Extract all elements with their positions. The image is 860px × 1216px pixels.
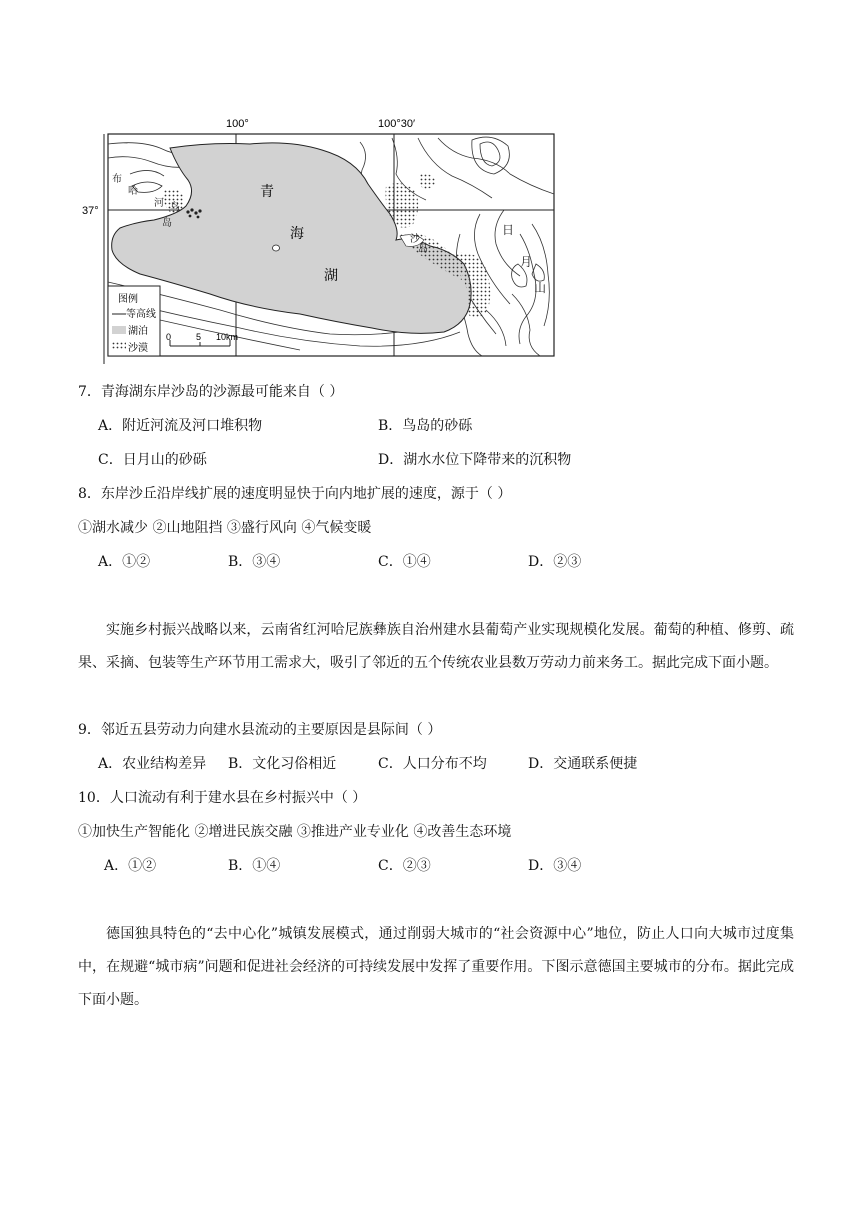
q7-option-d: D．湖水水位下降带来的沉积物 bbox=[378, 452, 572, 468]
label-riyue-1: 日 bbox=[502, 223, 515, 237]
legend-contour: 等高线 bbox=[126, 309, 156, 320]
q8-option-d: D．②③ bbox=[528, 554, 582, 570]
label-buha-1: 布 bbox=[112, 174, 122, 185]
scale-10km: 10km bbox=[216, 332, 239, 342]
q7-option-c: C．日月山的砂砾 bbox=[98, 452, 207, 468]
legend-title: 图例 bbox=[118, 294, 138, 305]
label-buha-3: 河 bbox=[154, 198, 164, 209]
q8-option-c: C．①④ bbox=[378, 554, 431, 570]
q8-option-b: B．③④ bbox=[228, 554, 281, 570]
q10-option-b: B．①④ bbox=[228, 858, 281, 874]
legend-lake: 湖泊 bbox=[128, 326, 148, 337]
lake-char-2: 海 bbox=[290, 226, 304, 242]
lat-label-37: 37° bbox=[82, 205, 99, 217]
q8-option-a: A．①② bbox=[98, 554, 151, 570]
scale-0: 0 bbox=[166, 332, 172, 342]
lake-char-3: 湖 bbox=[324, 268, 338, 284]
legend-sand: 沙漠 bbox=[128, 343, 148, 354]
q9-option-a: A．农业结构差异 bbox=[98, 756, 207, 772]
q7-stem: 7．青海湖东岸沙岛的沙源最可能来自（ ） bbox=[78, 384, 344, 400]
lake-char-1: 青 bbox=[260, 184, 274, 200]
lon-label-100-30: 100°30′ bbox=[378, 118, 416, 130]
q8-items: ①湖水减少 ②山地阻挡 ③盛行风向 ④气候变暖 bbox=[78, 520, 372, 536]
map-legend bbox=[108, 286, 160, 356]
q10-option-d: D．③④ bbox=[528, 858, 582, 874]
scale-5: 5 bbox=[196, 332, 202, 342]
label-shadao-2: 岛 bbox=[418, 244, 428, 255]
label-buha-2: 哈 bbox=[128, 186, 138, 197]
q7-option-a: A．附近河流及河口堆积物 bbox=[98, 418, 263, 434]
q9-option-d: D．交通联系便捷 bbox=[528, 756, 638, 772]
lon-label-100: 100° bbox=[226, 118, 249, 130]
label-niao-2: 岛 bbox=[162, 218, 172, 229]
q8-stem: 8．东岸沙丘沿岸线扩展的速度明显快于向内地扩展的速度，源于（ ） bbox=[78, 486, 512, 502]
label-riyue-3: 山 bbox=[534, 281, 547, 295]
label-riyue-2: 月 bbox=[520, 255, 533, 269]
q9-option-b: B．文化习俗相近 bbox=[228, 756, 337, 772]
q10-option-c: C．②③ bbox=[378, 858, 431, 874]
passage-germany: 德国独具特色的“去中心化”城镇发展模式，通过削弱大城市的“社会资源中心”地位，防止人口向大城市过度集中，在规避“城市病”问题和促进社会经济的可持续发展中发挥了重要作用。下图示意德国主要城市的分布。据此完成下面小题。 bbox=[78, 926, 794, 1008]
q10-stem: 10．人口流动有利于建水县在乡村振兴中（ ） bbox=[78, 790, 367, 806]
q9-stem: 9．邻近五县劳动力向建水县流动的主要原因是县际间（ ） bbox=[78, 722, 442, 738]
q10-option-a: A．①② bbox=[104, 858, 157, 874]
passage-jianshui: 实施乡村振兴战略以来，云南省红河哈尼族彝族自治州建水县葡萄产业实现规模化发展。葡萄的种植、修剪、疏果、采摘、包装等生产环节用工需求大，吸引了邻近的五个传统农业县数万劳动力前来务工。据此完成下面小题。 bbox=[78, 622, 794, 671]
q9-option-c: C．人口分布不均 bbox=[378, 756, 487, 772]
q10-items: ①加快生产智能化 ②增进民族交融 ③推进产业专业化 ④改善生态环境 bbox=[78, 824, 512, 840]
label-niao-1: 鸟 bbox=[170, 202, 180, 213]
label-shadao-1: 沙 bbox=[410, 234, 420, 245]
q7-option-b: B．鸟岛的砂砾 bbox=[378, 418, 473, 434]
qinghai-lake-map bbox=[82, 114, 560, 370]
